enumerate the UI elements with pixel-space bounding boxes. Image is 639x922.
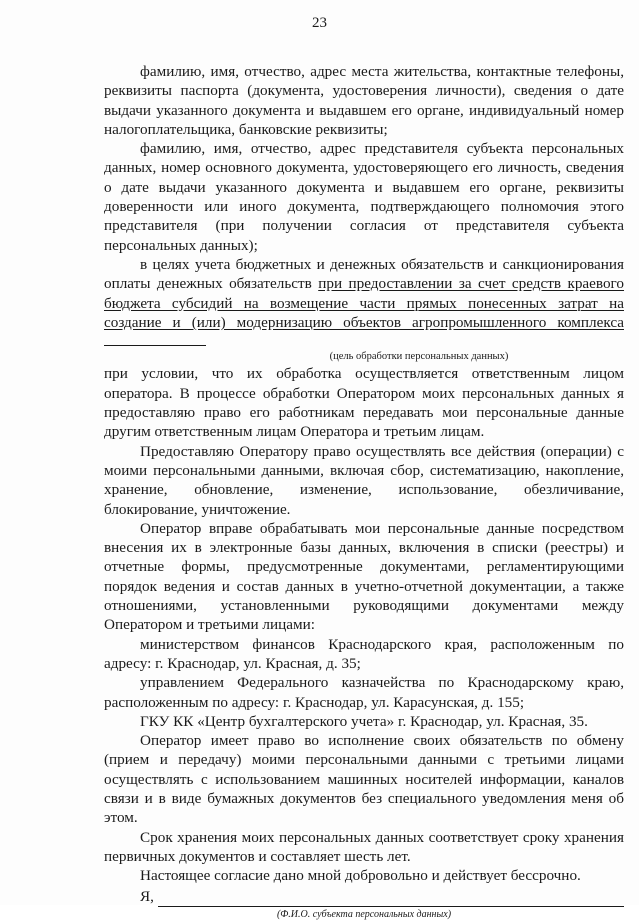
purpose-fill-line bbox=[104, 333, 206, 346]
paragraph-operator-rights: Предоставляю Оператору право осуществлять все действия (операции) с моими персональными данными, включая сбор, систематизацию, накопление, хранение, обновление, изменение, использование, обезличивание, блокирование, уничтожение. bbox=[104, 442, 624, 518]
paragraph-applicant-data: фамилию, имя, отчество, адрес места жительства, контактные телефоны, реквизиты паспорта (документа, удостоверения личности), сведения о дате выдачи указанного документа и выдавшем его органе, индивидуальный номер налогоплательщика, банковские реквизиты; bbox=[104, 63, 624, 138]
paragraph-representative-data: фамилию, имя, отчество, адрес представителя субъекта персональных данных, номер основного документа, удостоверяющего его личность, сведения о дате выдачи указанного документа и выдавшем его органе, реквизиты доверенности или иного документа, подтверждающего полномочия этого представителя (при получении согласия от представителя субъекта персональных данных); bbox=[104, 140, 624, 254]
paragraph-third-party-ministry: министерством финансов Краснодарского края, расположенным по адресу: г. Краснодар, ул. Красная, д. 35; bbox=[104, 635, 624, 672]
signature-row bbox=[104, 887, 624, 906]
page-number: 23 bbox=[312, 15, 327, 31]
signature-caption: (Ф.И.О. субъекта персональных данных) bbox=[276, 908, 452, 920]
paragraph-processing-purpose bbox=[104, 255, 624, 364]
paragraph-processing-condition: при условии, что их обработка осуществляется ответственным лицом оператора. В процессе обработки Оператором моих персональных данных я предоставляю право его работникам передавать мои персональные данные другим ответственным лицам Оператора и третьим лицам. bbox=[104, 365, 624, 441]
paragraph-retention-period: Срок хранения моих персональных данных соответствует сроку хранения первичных документов и составляет шесть лет. bbox=[104, 828, 624, 865]
paragraph-third-party-accounting: ГКУ КК «Центр бухгалтерского учета» г. Краснодар, ул. Красная, 35. bbox=[140, 712, 588, 730]
purpose-intro: в целях учета бюджетных и денежных обязательств и санкционирования оплаты денежных обязательств bbox=[104, 255, 624, 293]
purpose-underlined: при предоставлении за счет средств краевого бюджета субсидий на возмещение части прямых понесенных затрат на создание и (или) модернизацию объектов агропромышленного комплекса bbox=[104, 275, 625, 331]
paragraph-consent-validity: Настоящее согласие дано мной добровольно и действует бессрочно. bbox=[140, 867, 581, 885]
signature-prefix: Я, bbox=[140, 888, 154, 906]
paragraph-third-party-treasury: управлением Федерального казначейства по Краснодарскому краю, расположенным по адресу: г. Краснодар, ул. Карасунская, д. 155; bbox=[104, 674, 624, 711]
paragraph-data-exchange: Оператор имеет право во исполнение своих обязательств по обмену (прием и передачу) моими персональными данными с третьими лицами осуществлять с использованием машинных носителей информации, каналов связи и в виде бумажных документов без специального уведомления меня об этом. bbox=[104, 732, 624, 827]
document-body bbox=[104, 62, 624, 922]
purpose-caption: (цель обработки персональных данных) bbox=[329, 351, 509, 363]
paragraph-processing-methods: Оператор вправе обрабатывать мои персональные данные посредством внесения их в электронные базы данных, включения в списки (реестры) и отчетные формы, предусмотренные документами, регламентирующими порядок ведения и состав данных в учетно-отчетной документации, а также отношениями, установленными руководящими документами между Оператором и третьими лицами: bbox=[104, 519, 624, 634]
